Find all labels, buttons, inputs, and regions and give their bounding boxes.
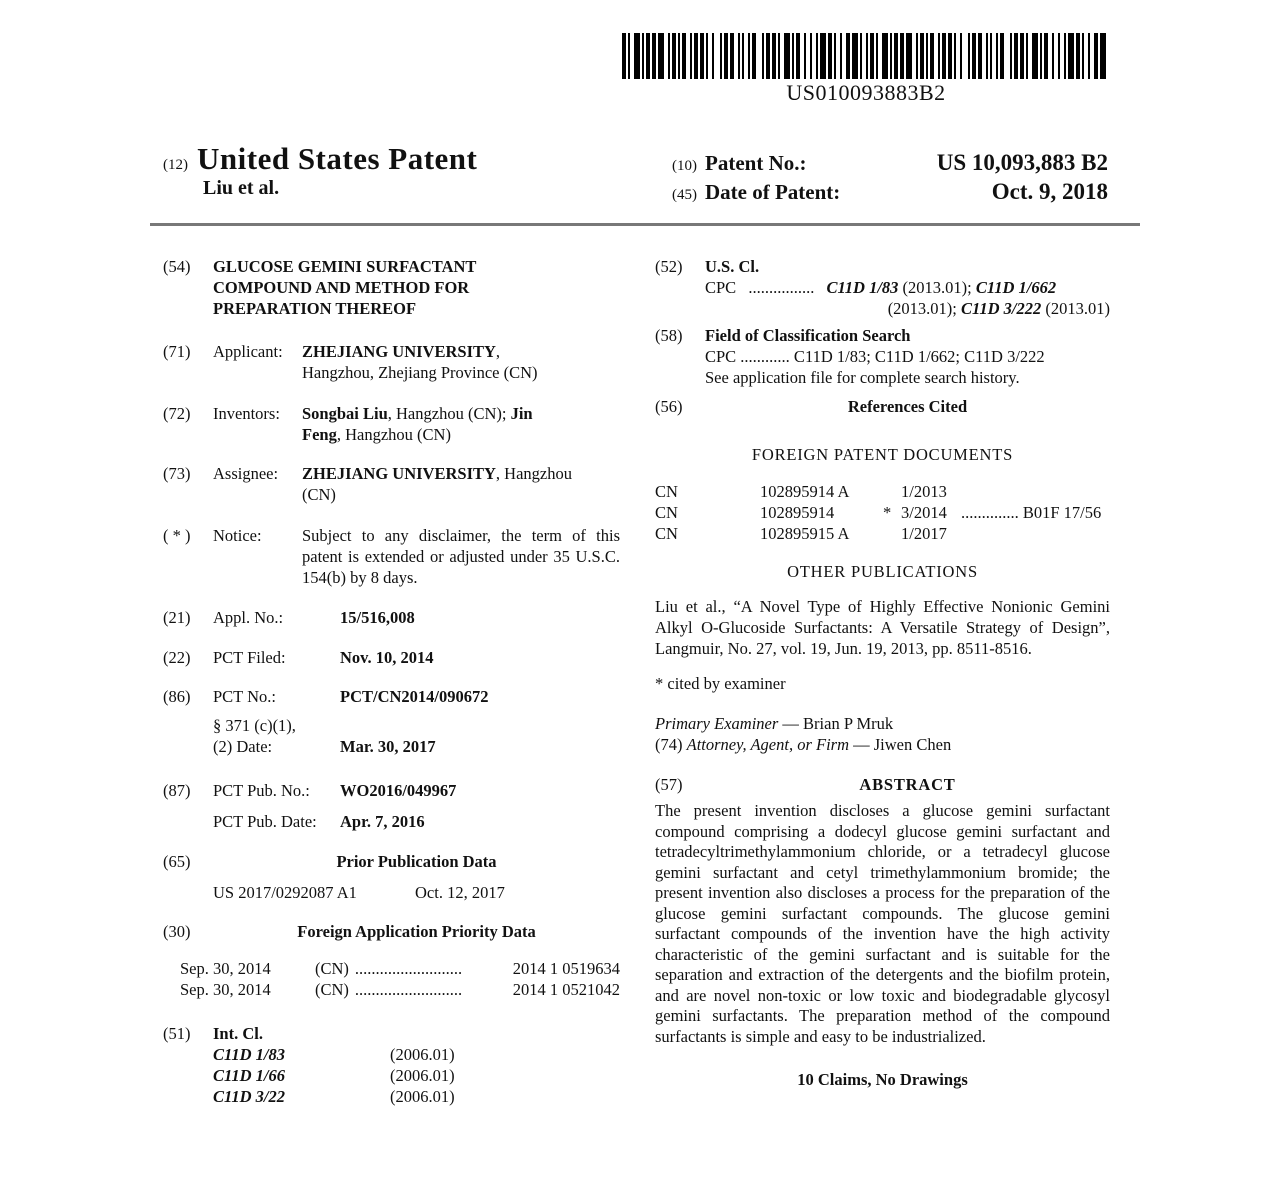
pct-filed-label: PCT Filed: (213, 648, 286, 667)
patent-no-field-code: (10) (672, 158, 697, 174)
barcode-number: US010093883B2 (786, 80, 946, 105)
applicant-address: Hangzhou, Zhejiang Province (CN) (302, 363, 538, 382)
inventor-2-first: Jin (510, 404, 533, 423)
priority-number: 2014 1 0519634 (512, 959, 620, 978)
cpc-class: C11D 3/222 (961, 299, 1042, 318)
priority-number: 2014 1 0521042 (512, 980, 620, 999)
abstract-heading: ABSTRACT (859, 775, 956, 794)
ref-examiner-star (883, 523, 901, 544)
notice-asterisk: ( * ) (163, 526, 191, 545)
priority-date: Sep. 30, 2014 (180, 959, 271, 978)
section-87-pct-pub (163, 780, 620, 832)
int-cl-version: (2006.01) (390, 1087, 455, 1106)
notice-text: Subject to any disclaimer, the term of this patent is extended or adjusted under 35 U.S.C. 154(b) by 8 days. (302, 526, 620, 587)
section-54-number: (54) (163, 257, 191, 276)
inventor-2-location: , Hangzhou (CN) (336, 425, 451, 444)
ref-examiner-star (883, 481, 901, 502)
pct-no-value: PCT/CN2014/090672 (340, 687, 489, 706)
int-cl-version: (2006.01) (390, 1045, 455, 1064)
inventor-1-name: Songbai Liu (302, 404, 388, 423)
ref-examiner-star: * (883, 503, 892, 522)
assignee-location: , Hangzhou (495, 464, 572, 483)
section-87-number: (87) (163, 781, 191, 800)
cpc-class-date: (2013.01); (898, 278, 976, 297)
pct-pub-no-value: WO2016/049967 (340, 781, 457, 800)
section-52-us-cl (655, 256, 1110, 319)
other-publications-heading: OTHER PUBLICATIONS (787, 562, 978, 581)
priority-country: (CN) (315, 980, 349, 999)
ref-number: 102895914 (760, 503, 835, 522)
barcode-image (622, 33, 1110, 79)
ref-number: 102895915 A (760, 524, 850, 543)
attorney-field-code: (74) (655, 735, 687, 754)
us-cl-cpc-line1 (705, 277, 1110, 298)
references-cited-heading: References Cited (847, 397, 968, 416)
cpc-class-date: (2013.01); (887, 299, 962, 318)
assignee-name: ZHEJIANG UNIVERSITY (302, 464, 496, 483)
section-52-number: (52) (655, 257, 683, 276)
foreign-patent-docs-heading: FOREIGN PATENT DOCUMENTS (751, 445, 1014, 464)
invention-title: GLUCOSE GEMINI SURFACTANT COMPOUND AND METHOD FOR PREPARATION THEREOF (213, 257, 477, 318)
claims-drawings-line: 10 Claims, No Drawings (797, 1070, 968, 1089)
applicant-name-suffix: , (495, 342, 501, 361)
ref-country: CN (655, 524, 678, 543)
inventor-2-last: Feng (302, 425, 337, 444)
sec-371-date-label: (2) Date: (213, 737, 273, 756)
foreign-patent-row (655, 481, 1110, 502)
int-cl-row (213, 1044, 620, 1065)
ref-date: 1/2013 (901, 482, 947, 501)
int-cl-class: C11D 3/22 (213, 1087, 285, 1106)
primary-examiner-name: — Brian P Mruk (778, 714, 894, 733)
section-73-number: (73) (163, 464, 191, 483)
int-cl-row (213, 1086, 620, 1107)
pct-pub-no-label: PCT Pub. No.: (213, 781, 310, 800)
section-58-field-search (655, 325, 1110, 388)
abstract-text: The present invention discloses a glucose gemini surfactant compound comprising a dodecyl glucose gemini surfactant and tetradecyltrimethylammonium chloride, or a tetradecyl glucose gemini surfactant and cetyl trimethylammonium bromide; the present invention also discloses a process for the preparation of the glucose gemini surfactant compounds. The glucose gemini surfactant compounds of the invention have the high activity characteristic of the gemini surfactant and is suitable for the separation and extraction of the detergents and the biofilm protein, and are novel non-toxic or low toxic and biodegradable glycosyl gemini surfactants. The preparation method of the compound surfactants is simple and easy to be industrialized. (655, 801, 1110, 1046)
section-73-assignee (163, 463, 620, 505)
primary-examiner-line (655, 713, 1110, 734)
section-30-number: (30) (163, 922, 191, 941)
section-56-references (655, 396, 1110, 417)
assignee-country: (CN) (302, 485, 336, 504)
priority-country: (CN) (315, 959, 349, 978)
left-column (163, 256, 620, 1107)
section-51-int-cl (163, 1023, 620, 1107)
prior-pub-heading: Prior Publication Data (336, 852, 497, 871)
field-search-note: See application file for complete search history. (705, 368, 1020, 387)
cpc-class-date: (2013.01) (1041, 299, 1110, 318)
section-65-prior-pub (163, 851, 620, 903)
section-notice (163, 525, 620, 588)
us-cl-cpc-line2 (705, 298, 1110, 319)
date-of-patent-value: Oct. 9, 2018 (991, 179, 1108, 204)
us-cl-heading: U.S. Cl. (705, 257, 760, 276)
section-58-number: (58) (655, 326, 683, 345)
foreign-priority-heading: Foreign Application Priority Data (297, 922, 536, 941)
other-publication-citation: Liu et al., “A Novel Type of Highly Effective Nonionic Gemini Alkyl O-Glucoside Surfactants: A Versatile Strategy of Design”, Langmuir, No. 27, vol. 19, Jun. 19, 2013, pp. 8511-8516. (655, 597, 1110, 658)
section-57-abstract (655, 774, 1110, 795)
priority-date: Sep. 30, 2014 (180, 980, 271, 999)
cited-by-examiner-note: * cited by examiner (655, 674, 786, 693)
ref-date: 1/2017 (901, 524, 947, 543)
section-72-inventors (163, 403, 620, 445)
pct-pub-date-value: Apr. 7, 2016 (340, 812, 425, 831)
patent-no-value: US 10,093,883 B2 (936, 150, 1108, 175)
field-search-heading: Field of Classification Search (705, 326, 911, 345)
int-cl-class: C11D 1/66 (213, 1066, 285, 1085)
section-54-title (163, 256, 620, 319)
int-cl-heading: Int. Cl. (213, 1024, 263, 1043)
prior-pub-number: US 2017/0292087 A1 (213, 883, 357, 902)
foreign-patent-row (655, 502, 1110, 523)
header-right (672, 148, 1108, 210)
priority-leader-dots: .......................... (354, 959, 463, 978)
priority-leader-dots: .......................... (354, 980, 463, 999)
int-cl-class: C11D 1/83 (213, 1045, 285, 1064)
section-71-number: (71) (163, 342, 191, 361)
sec-371-date-value: Mar. 30, 2017 (340, 737, 436, 756)
barcode-block (622, 33, 1110, 106)
cpc-class: C11D 1/662 (975, 278, 1057, 297)
ref-country: CN (655, 482, 678, 501)
kind-code-number: (12) (163, 157, 188, 173)
attorney-label: Attorney, Agent, or Firm (686, 735, 850, 754)
pct-no-label: PCT No.: (213, 687, 276, 706)
date-of-patent-label: Date of Patent: (705, 180, 841, 204)
ref-class (961, 523, 1110, 544)
section-71-applicant (163, 341, 620, 383)
section-51-number: (51) (163, 1024, 191, 1043)
section-86-pct-no (163, 686, 620, 757)
assignee-label: Assignee: (213, 464, 279, 483)
sec-371-line: § 371 (c)(1), (213, 716, 296, 735)
cpc-class: C11D 1/83 (826, 278, 899, 297)
notice-label: Notice: (213, 526, 262, 545)
cpc-label: CPC (705, 278, 737, 297)
ref-date: 3/2014 (901, 503, 947, 522)
section-56-number: (56) (655, 397, 683, 416)
ref-class: .............. B01F 17/56 (961, 503, 1102, 522)
foreign-patent-row (655, 523, 1110, 544)
ref-class (961, 481, 1110, 502)
section-86-number: (86) (163, 687, 191, 706)
inventors-label: Inventors: (213, 404, 280, 423)
pct-pub-date-label: PCT Pub. Date: (213, 812, 317, 831)
section-30-foreign-priority (163, 921, 620, 1000)
appl-no-value: 15/516,008 (340, 608, 415, 627)
staff-block (655, 713, 1110, 755)
attorney-name: — Jiwen Chen (849, 735, 952, 754)
document-type-title: United States Patent (197, 141, 478, 176)
section-72-number: (72) (163, 404, 191, 423)
priority-row (180, 958, 620, 979)
primary-examiner-label: Primary Examiner (655, 714, 779, 733)
section-65-number: (65) (163, 852, 191, 871)
section-21-appl-no (163, 607, 620, 628)
int-cl-version: (2006.01) (390, 1066, 455, 1085)
attorney-line (655, 734, 1110, 755)
inventor-short-name: Liu et al. (203, 177, 280, 199)
prior-pub-date: Oct. 12, 2017 (415, 883, 505, 902)
int-cl-row (213, 1065, 620, 1086)
applicant-label: Applicant: (213, 342, 283, 361)
pct-filed-value: Nov. 10, 2014 (340, 648, 434, 667)
section-57-number: (57) (655, 775, 683, 794)
appl-no-label: Appl. No.: (213, 608, 284, 627)
field-search-cpc-line: CPC ............ C11D 1/83; C11D 1/662; C11D 3/222 (705, 347, 1045, 366)
inventor-1-location: , Hangzhou (CN); (387, 404, 511, 423)
two-column-body (0, 226, 1283, 1107)
ref-country: CN (655, 503, 678, 522)
patent-no-label: Patent No.: (705, 151, 807, 175)
header-left (163, 141, 672, 210)
ref-number: 102895914 A (760, 482, 850, 501)
applicant-name: ZHEJIANG UNIVERSITY (302, 342, 496, 361)
priority-row (180, 979, 620, 1000)
section-21-number: (21) (163, 608, 191, 627)
section-22-number: (22) (163, 648, 191, 667)
date-field-code: (45) (672, 187, 697, 203)
foreign-patent-table (655, 481, 1110, 544)
cpc-leader-dots: ................ (748, 278, 815, 297)
right-column (655, 256, 1110, 1107)
section-22-pct-filed (163, 647, 620, 668)
